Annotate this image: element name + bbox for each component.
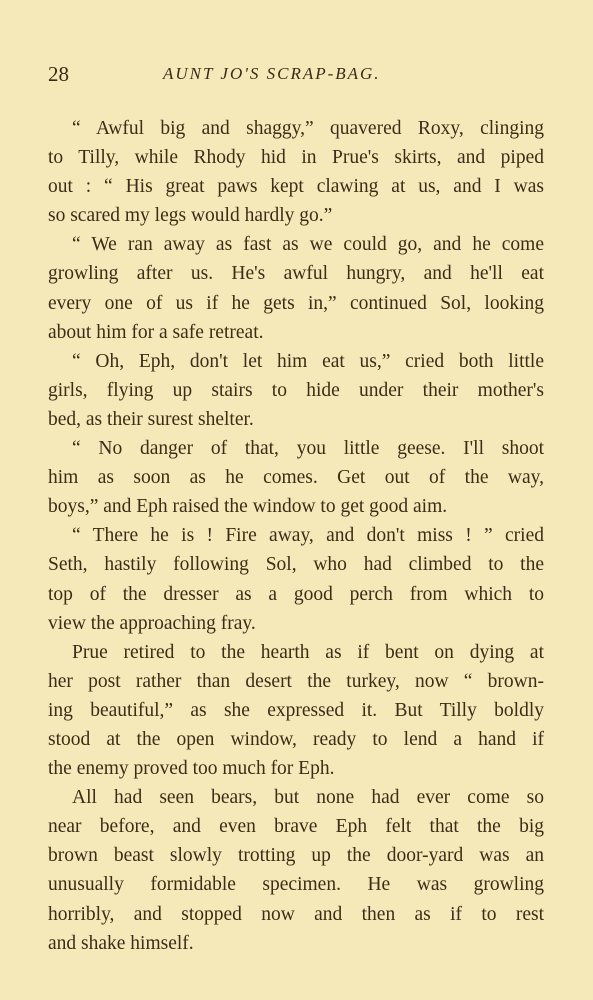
text-line: every one of us if he gets in,” continued Sol, looking: [48, 292, 544, 314]
text-line: Prue retired to the hearth as if bent on dying at: [72, 641, 544, 663]
text-line: out : “ His great paws kept clawing at us, and I was: [48, 176, 544, 198]
text-line: Seth, hastily following Sol, who had climbed to the: [48, 554, 544, 576]
text-line: ing beautiful,” as she expressed it. But Tilly boldly: [48, 699, 544, 721]
text-line: brown beast slowly trotting up the door-yard was an: [48, 845, 544, 867]
text-line: stood at the open window, ready to lend a hand if: [48, 728, 544, 750]
text-line: “ We ran away as fast as we could go, and he come: [72, 234, 544, 256]
page-header: [48, 62, 545, 90]
text-line: so scared my legs would hardly go.”: [48, 205, 333, 227]
text-line: All had seen bears, but none had ever come so: [72, 787, 544, 809]
text-line: near before, and even brave Eph felt that the big: [48, 816, 544, 838]
text-line: growling after us. He's awful hungry, and he'll eat: [48, 263, 544, 285]
text-line: “ There he is ! Fire away, and don't miss ! ” cried: [72, 525, 544, 547]
text-line: the enemy proved too much for Eph.: [48, 758, 335, 780]
text-line: boys,” and Eph raised the window to get good aim.: [48, 496, 448, 518]
text-line: “ No danger of that, you little geese. I'll shoot: [72, 438, 544, 460]
text-line: about him for a safe retreat.: [48, 321, 264, 343]
text-line: “ Oh, Eph, don't let him eat us,” cried both little: [72, 350, 544, 372]
text-line: view the approaching fray.: [48, 612, 256, 634]
text-line: to Tilly, while Rhody hid in Prue's skirts, and piped: [48, 147, 544, 169]
page-number: 28: [48, 62, 69, 86]
text-line: top of the dresser as a good perch from which to: [48, 583, 544, 605]
text-line: and shake himself.: [48, 932, 194, 954]
running-head: AUNT JO'S SCRAP-BAG.: [163, 64, 381, 83]
text-line: unusually formidable specimen. He was growling: [48, 874, 544, 896]
text-line: girls, flying up stairs to hide under their mother's: [48, 379, 544, 401]
text-line: “ Awful big and shaggy,” quavered Roxy, clinging: [72, 118, 544, 139]
body-text: [48, 114, 544, 958]
text-line: him as soon as he comes. Get out of the way,: [48, 467, 544, 489]
text-line: horribly, and stopped now and then as if to rest: [48, 903, 544, 925]
text-line: her post rather than desert the turkey, now “ brown-: [48, 670, 544, 692]
text-line: bed, as their surest shelter.: [48, 408, 254, 430]
